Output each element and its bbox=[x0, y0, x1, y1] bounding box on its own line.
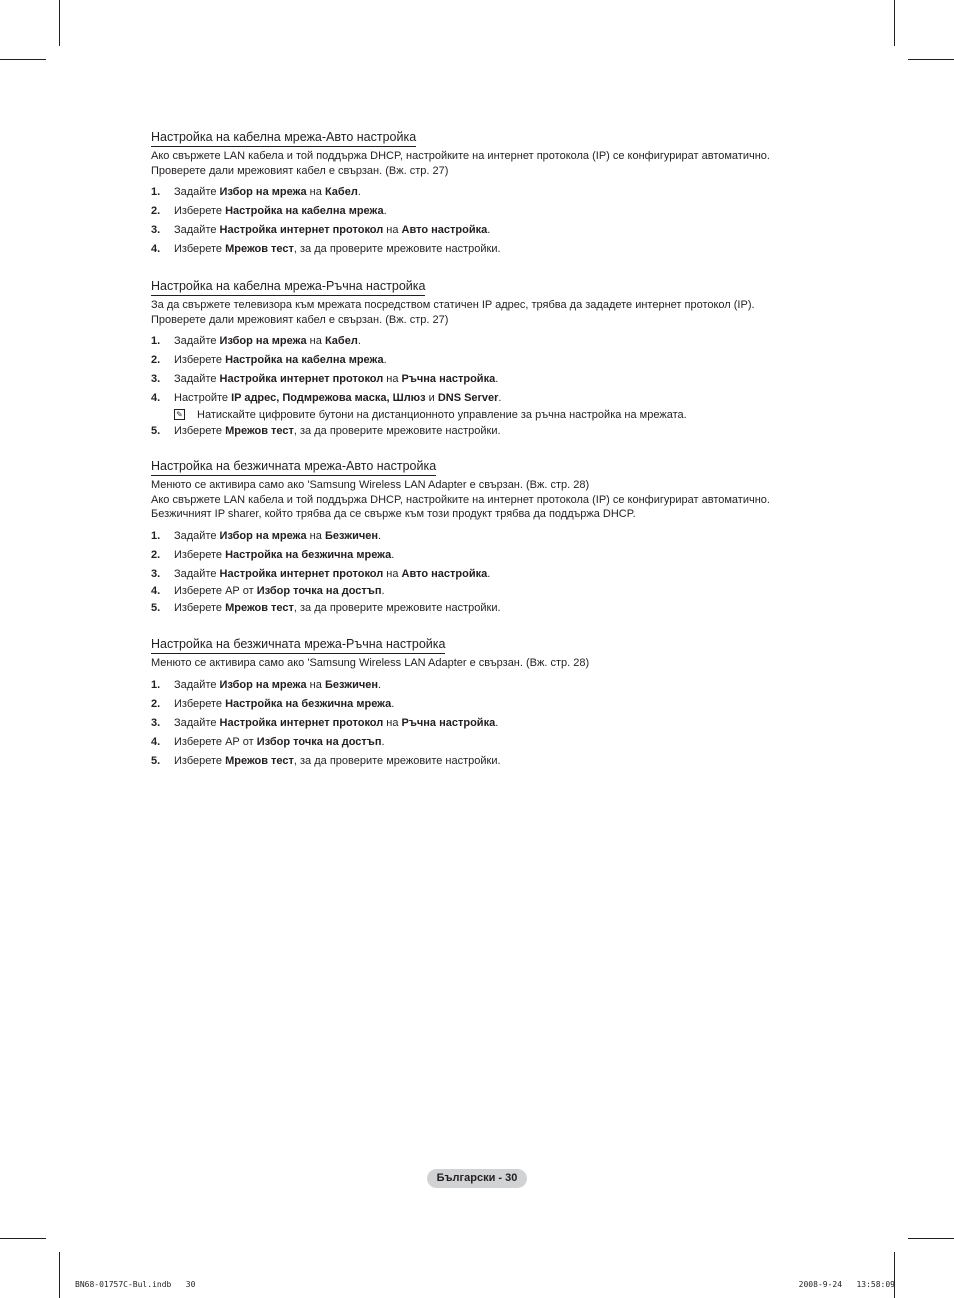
section-title: Настройка на кабелна мрежа-Ръчна настройка bbox=[151, 279, 425, 296]
step-number: 4. bbox=[151, 735, 161, 748]
list-item bbox=[151, 678, 821, 697]
step-number: 5. bbox=[151, 601, 161, 614]
step-text-bold: Мрежов тест bbox=[225, 243, 294, 255]
step-number: 3. bbox=[151, 567, 161, 580]
list-item bbox=[151, 372, 821, 391]
section-intro bbox=[151, 149, 821, 178]
step-text-part: , за да проверите мрежовите настройки. bbox=[293, 243, 501, 255]
list-item bbox=[151, 584, 821, 601]
step-text-bold: Настройка интернет протокол bbox=[219, 567, 384, 580]
step-number: 1. bbox=[151, 678, 161, 691]
step-text-part: Изберете bbox=[174, 243, 226, 255]
step-number: 4. bbox=[151, 584, 161, 597]
step-text bbox=[174, 372, 498, 386]
list-item bbox=[151, 185, 821, 204]
intro-line: Проверете дали мрежовият кабел е свързан. (Вж. стр. 27) bbox=[151, 164, 449, 177]
step-text-bold: Авто настройка bbox=[401, 224, 488, 236]
step-text-bold: DNS Server bbox=[437, 392, 499, 404]
section-title: Настройка на безжичната мрежа-Авто настройка bbox=[151, 459, 436, 476]
step-text-bold: Ръчна настройка bbox=[401, 716, 496, 729]
list-item bbox=[151, 353, 821, 372]
step-text-bold: Кабел bbox=[324, 335, 358, 347]
step-list bbox=[151, 185, 821, 261]
step-text bbox=[174, 735, 385, 749]
step-text bbox=[174, 716, 498, 730]
step-text-part: Задайте bbox=[174, 529, 220, 542]
section-intro bbox=[151, 298, 821, 327]
step-text-part: , за да проверите мрежовите настройки. bbox=[293, 425, 501, 437]
step-number: 2. bbox=[151, 354, 161, 366]
step-text-bold: Кабел bbox=[324, 186, 358, 198]
step-text-part: Задайте bbox=[174, 678, 220, 691]
step-text-bold: Настройка на безжична мрежа bbox=[225, 697, 392, 710]
step-number: 3. bbox=[151, 224, 161, 236]
list-item bbox=[151, 716, 821, 735]
step-text-part: . bbox=[378, 529, 382, 542]
step-text-part: . bbox=[391, 697, 395, 710]
step-text bbox=[174, 548, 394, 562]
step-text-bold: IP адрес, Подмрежова маска, Шлюз bbox=[231, 392, 426, 404]
step-text-part: Изберете bbox=[174, 548, 226, 561]
step-text-part: Задайте bbox=[174, 373, 220, 385]
step-text-part: . bbox=[378, 678, 382, 691]
step-text-part: Задайте bbox=[174, 224, 220, 236]
intro-line: Ако свържете LAN кабела и той поддържа DHCP, настройките на интернет протокола (IP) се конфигурират автоматично. bbox=[151, 150, 770, 162]
list-item bbox=[151, 567, 821, 584]
section-wired-auto bbox=[151, 128, 821, 261]
step-text-part: Задайте bbox=[174, 335, 220, 347]
section-wired-manual bbox=[151, 277, 821, 443]
step-text bbox=[174, 242, 501, 256]
crop-mark bbox=[59, 1252, 60, 1298]
step-text bbox=[174, 567, 490, 581]
section-title: Настройка на безжичната мрежа-Ръчна настройка bbox=[151, 637, 445, 654]
step-text-part: . bbox=[383, 205, 387, 217]
step-number: 1. bbox=[151, 335, 161, 347]
step-text bbox=[174, 584, 385, 598]
print-file-info: BN68-01757C-Bul.indb 30 bbox=[75, 1280, 196, 1289]
step-text-bold: Настройка на безжична мрежа bbox=[225, 548, 392, 561]
step-number: 2. bbox=[151, 697, 161, 710]
step-text-bold: Мрежов тест bbox=[225, 754, 294, 767]
step-text-part: на bbox=[383, 716, 402, 729]
step-text bbox=[174, 391, 501, 405]
step-text-bold: Авто настройка bbox=[401, 567, 488, 580]
step-text-bold: Настройка интернет протокол bbox=[219, 716, 384, 729]
page-number-badge: Български - 30 bbox=[427, 1169, 527, 1188]
step-text-part: . bbox=[487, 567, 491, 580]
list-item bbox=[151, 242, 821, 261]
step-text-part: на bbox=[306, 678, 325, 691]
step-text-part: Изберете bbox=[174, 754, 226, 767]
step-number: 3. bbox=[151, 716, 161, 729]
crop-mark bbox=[908, 59, 954, 60]
list-item bbox=[151, 548, 821, 567]
step-text bbox=[174, 529, 381, 543]
crop-mark bbox=[59, 0, 60, 46]
intro-line: За да свържете телевизора към мрежата посредством статичен IP адрес, трябва да зададете интернет протокол (IP). bbox=[151, 299, 755, 311]
step-text-bold: Мрежов тест bbox=[225, 601, 294, 614]
step-text-part: . bbox=[381, 584, 385, 597]
list-item bbox=[151, 424, 821, 443]
step-text-part: . bbox=[487, 224, 491, 236]
intro-line: Ако свържете LAN кабела и той поддържа DHCP, настройките на интернет протокола (IP) се конфигурират автоматично. bbox=[151, 493, 770, 506]
intro-line: Менюто се активира само ако 'Samsung Wireless LAN Adapter е свързан. (Вж. стр. 28) bbox=[151, 657, 590, 669]
note-text: Натискайте цифровите бутони на дистанционното управление за ръчна настройка на мрежата. bbox=[197, 409, 687, 421]
step-text-bold: Настройка интернет протокол bbox=[219, 373, 384, 385]
step-number: 4. bbox=[151, 392, 161, 404]
step-number: 5. bbox=[151, 425, 161, 437]
step-text-bold: Избор на мрежа bbox=[219, 678, 307, 691]
step-text bbox=[174, 754, 501, 768]
section-intro bbox=[151, 656, 821, 671]
step-text-part: Задайте bbox=[174, 716, 220, 729]
step-text-bold: Безжичен bbox=[324, 529, 378, 542]
step-text-bold: Избор на мрежа bbox=[219, 529, 307, 542]
step-text bbox=[174, 424, 501, 438]
list-item bbox=[151, 601, 821, 620]
step-text-part: . bbox=[391, 548, 395, 561]
step-list bbox=[151, 334, 821, 443]
list-item bbox=[151, 735, 821, 754]
crop-mark bbox=[0, 1238, 46, 1239]
crop-mark bbox=[894, 0, 895, 46]
step-number: 1. bbox=[151, 529, 161, 542]
step-text-part: . bbox=[357, 335, 361, 347]
step-text-part: Изберете bbox=[174, 697, 226, 710]
step-text-part: Изберете bbox=[174, 205, 226, 217]
step-text-bold: Избор на мрежа bbox=[219, 186, 307, 198]
step-text-part: . bbox=[495, 716, 499, 729]
step-number: 2. bbox=[151, 205, 161, 217]
step-text-part: , за да проверите мрежовите настройки. bbox=[293, 601, 501, 614]
step-text-part: Изберете bbox=[174, 354, 226, 366]
step-text-bold: Мрежов тест bbox=[225, 425, 294, 437]
step-text bbox=[174, 204, 387, 218]
step-number: 5. bbox=[151, 754, 161, 767]
step-text-part: . bbox=[383, 354, 387, 366]
step-text-bold: Ръчна настройка bbox=[401, 373, 496, 385]
step-text-part: на bbox=[383, 224, 402, 236]
intro-line: Менюто се активира само ако 'Samsung Wireless LAN Adapter е свързан. (Вж. стр. 28) bbox=[151, 479, 590, 491]
section-intro bbox=[151, 478, 821, 522]
step-number: 2. bbox=[151, 548, 161, 561]
step-text-part: на bbox=[306, 186, 325, 198]
step-text-bold: Настройка на кабелна мрежа bbox=[225, 354, 384, 366]
list-item bbox=[151, 697, 821, 716]
list-item bbox=[151, 529, 821, 548]
list-item bbox=[151, 391, 821, 408]
step-text-bold: Избор точка на достъп bbox=[256, 735, 382, 748]
list-item bbox=[151, 223, 821, 242]
step-text-bold: Настройка интернет протокол bbox=[219, 224, 384, 236]
step-text bbox=[174, 697, 394, 711]
step-text bbox=[174, 185, 361, 199]
step-text bbox=[174, 223, 490, 237]
crop-mark bbox=[0, 59, 46, 60]
step-text-part: Изберете АР от bbox=[174, 735, 257, 748]
step-text-part: и bbox=[425, 392, 438, 404]
step-text-part: на bbox=[383, 567, 402, 580]
step-text-part: на bbox=[306, 529, 325, 542]
section-wireless-manual bbox=[151, 635, 821, 773]
step-text-part: Задайте bbox=[174, 186, 220, 198]
list-item bbox=[151, 334, 821, 353]
crop-mark bbox=[908, 1238, 954, 1239]
intro-line: Безжичният IP sharer, който трябва да се свърже към този продукт трябва да поддържа DHCP. bbox=[151, 508, 636, 520]
section-title: Настройка на кабелна мрежа-Авто настройка bbox=[151, 130, 416, 147]
step-text-bold: Настройка на кабелна мрежа bbox=[225, 205, 384, 217]
list-item bbox=[151, 754, 821, 773]
step-text-part: Изберете АР от bbox=[174, 584, 257, 597]
step-text-bold: Избор точка на достъп bbox=[256, 584, 382, 597]
section-wireless-auto bbox=[151, 457, 821, 620]
step-text-bold: Избор на мрежа bbox=[219, 335, 307, 347]
note-pencil-icon: ✎ bbox=[174, 409, 185, 420]
step-text-part: Настройте bbox=[174, 392, 232, 404]
step-text-part: . bbox=[498, 392, 502, 404]
step-text-part: , за да проверите мрежовите настройки. bbox=[293, 754, 501, 767]
intro-line: Проверете дали мрежовият кабел е свързан. (Вж. стр. 27) bbox=[151, 313, 449, 326]
step-list bbox=[151, 678, 821, 773]
step-text-part: на bbox=[383, 373, 402, 385]
step-text-part: на bbox=[306, 335, 325, 347]
step-text-part: . bbox=[495, 373, 499, 385]
print-timestamp: 2008-9-24 13:58:09 bbox=[798, 1280, 895, 1289]
step-text-bold: Безжичен bbox=[324, 678, 378, 691]
step-number: 4. bbox=[151, 243, 161, 255]
step-text-part: Задайте bbox=[174, 567, 220, 580]
step-number: 3. bbox=[151, 373, 161, 385]
step-text bbox=[174, 334, 361, 348]
step-text bbox=[174, 353, 387, 367]
print-info bbox=[75, 1280, 895, 1292]
list-item bbox=[151, 204, 821, 223]
note-row bbox=[151, 408, 821, 424]
step-text-part: Изберете bbox=[174, 425, 226, 437]
step-text bbox=[174, 601, 501, 615]
step-text bbox=[174, 678, 381, 692]
step-text-part: . bbox=[381, 735, 385, 748]
step-list bbox=[151, 529, 821, 620]
step-text-part: Изберете bbox=[174, 601, 226, 614]
step-text-part: . bbox=[357, 186, 361, 198]
step-number: 1. bbox=[151, 186, 161, 198]
